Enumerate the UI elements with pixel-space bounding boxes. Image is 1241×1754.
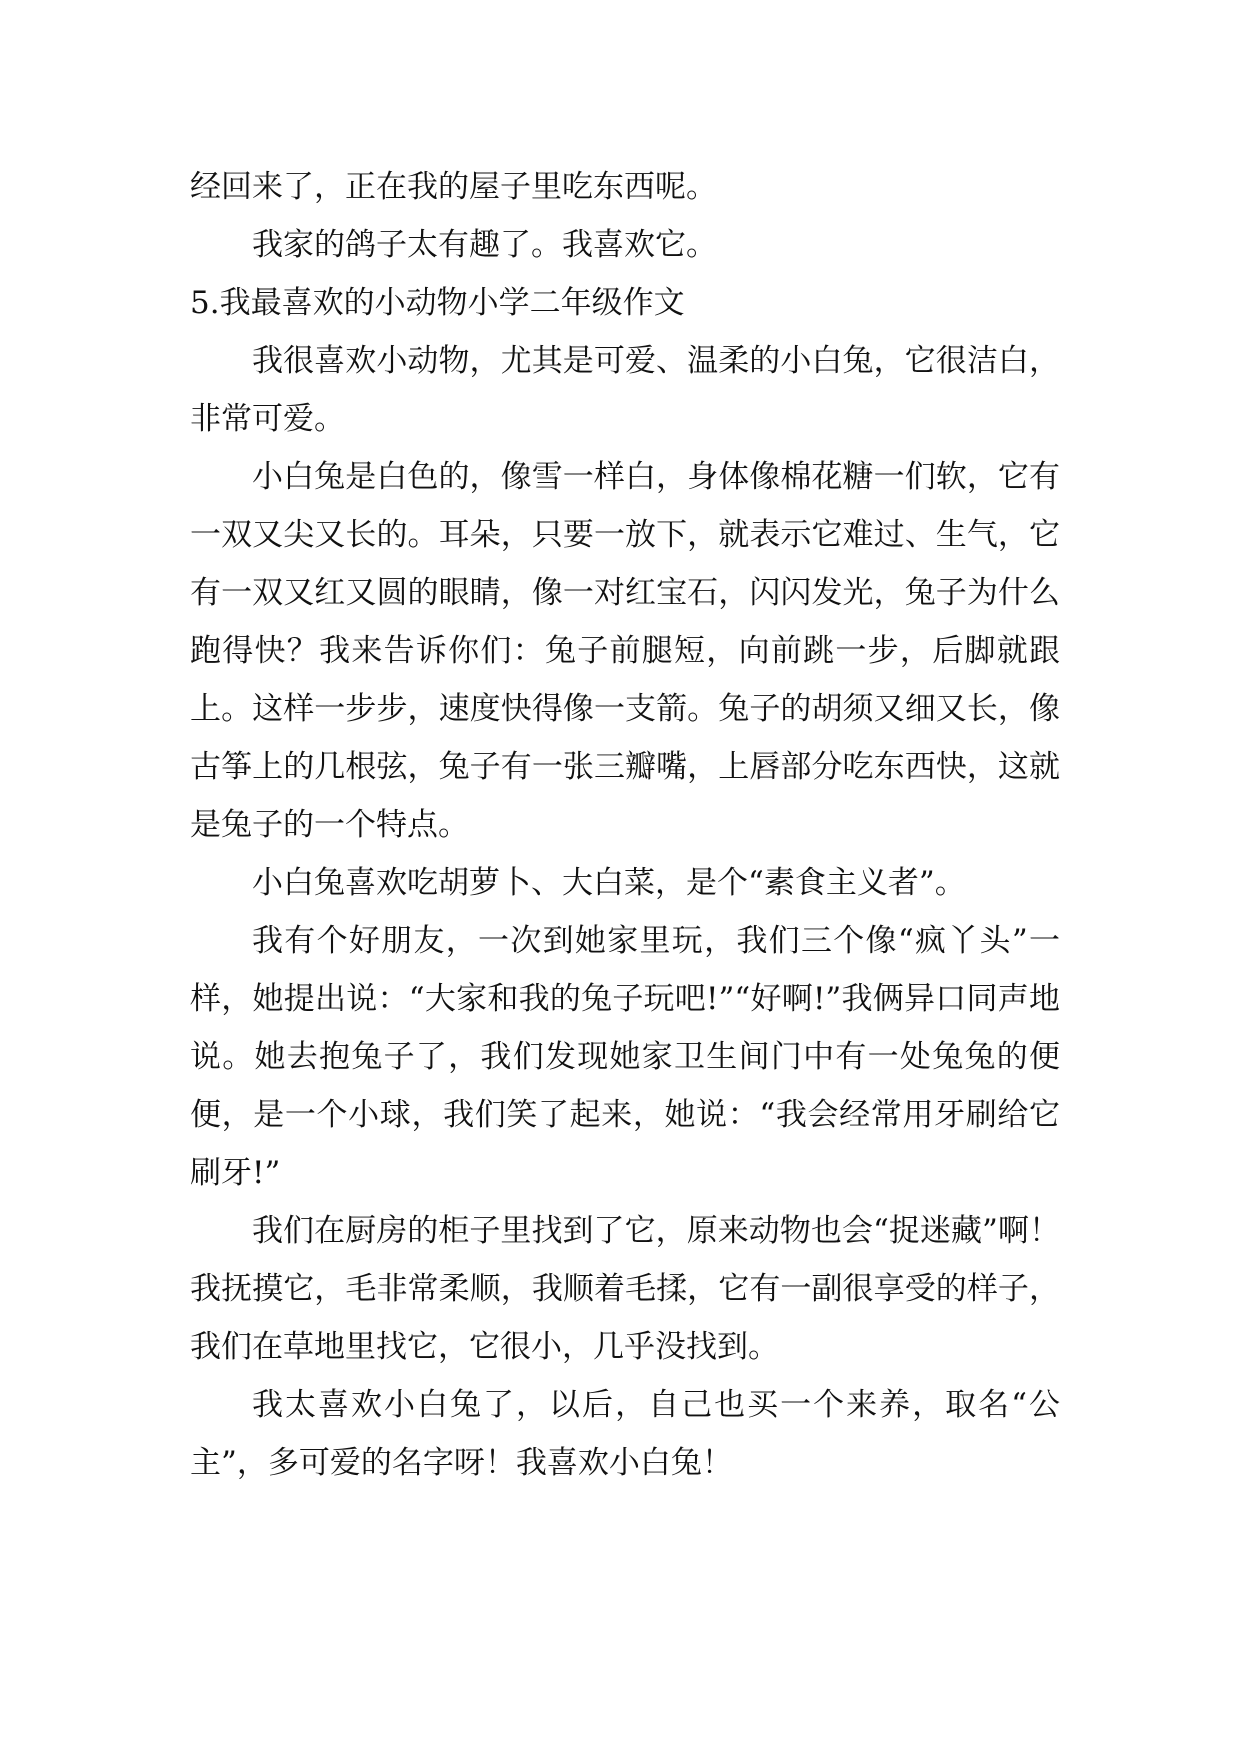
paragraph: 我太喜欢小白兔了，以后，自己也买一个来养，取名“公主”，多可爱的名字呀！我喜欢小白兔！ [190, 1387, 1060, 1481]
paragraph: 我很喜欢小动物，尤其是可爱、温柔的小白兔，它很洁白，非常可爱。 [190, 343, 1060, 437]
section-heading: 5.我最喜欢的小动物小学二年级作文 [190, 285, 685, 321]
paragraph: 我家的鸽子太有趣了。我喜欢它。 [252, 227, 717, 263]
paragraph: 我有个好朋友，一次到她家里玩，我们三个像“疯丫头”一样，她提出说：“大家和我的兔子玩吧!”“好啊!”我俩异口同声地说。她去抱兔子了，我们发现她家卫生间门中有一处兔兔的便便，是一个小球，我们笑了起来，她说：“我会经常用牙刷给它刷牙!” [190, 923, 1060, 1191]
document-body [190, 158, 1060, 1492]
paragraph: 我们在厨房的柜子里找到了它，原来动物也会“捉迷藏”啊！我抚摸它，毛非常柔顺，我顺着毛揉，它有一副很享受的样子，我们在草地里找它，它很小，几乎没找到。 [190, 1213, 1060, 1365]
paragraph: 小白兔喜欢吃胡萝卜、大白菜，是个“素食主义者”。 [252, 865, 966, 901]
paragraph: 小白兔是白色的，像雪一样白，身体像棉花糖一们软，它有一双又尖又长的。耳朵，只要一放下，就表示它难过、生气，它有一双又红又圆的眼睛，像一对红宝石，闪闪发光，兔子为什么跑得快？我来告诉你们：兔子前腿短，向前跳一步，后脚就跟上。这样一步步，速度快得像一支箭。兔子的胡须又细又长，像古筝上的几根弦，兔子有一张三瓣嘴，上唇部分吃东西快，这就是兔子的一个特点。 [190, 459, 1060, 843]
continued-paragraph: 经回来了，正在我的屋子里吃东西呢。 [190, 169, 717, 205]
